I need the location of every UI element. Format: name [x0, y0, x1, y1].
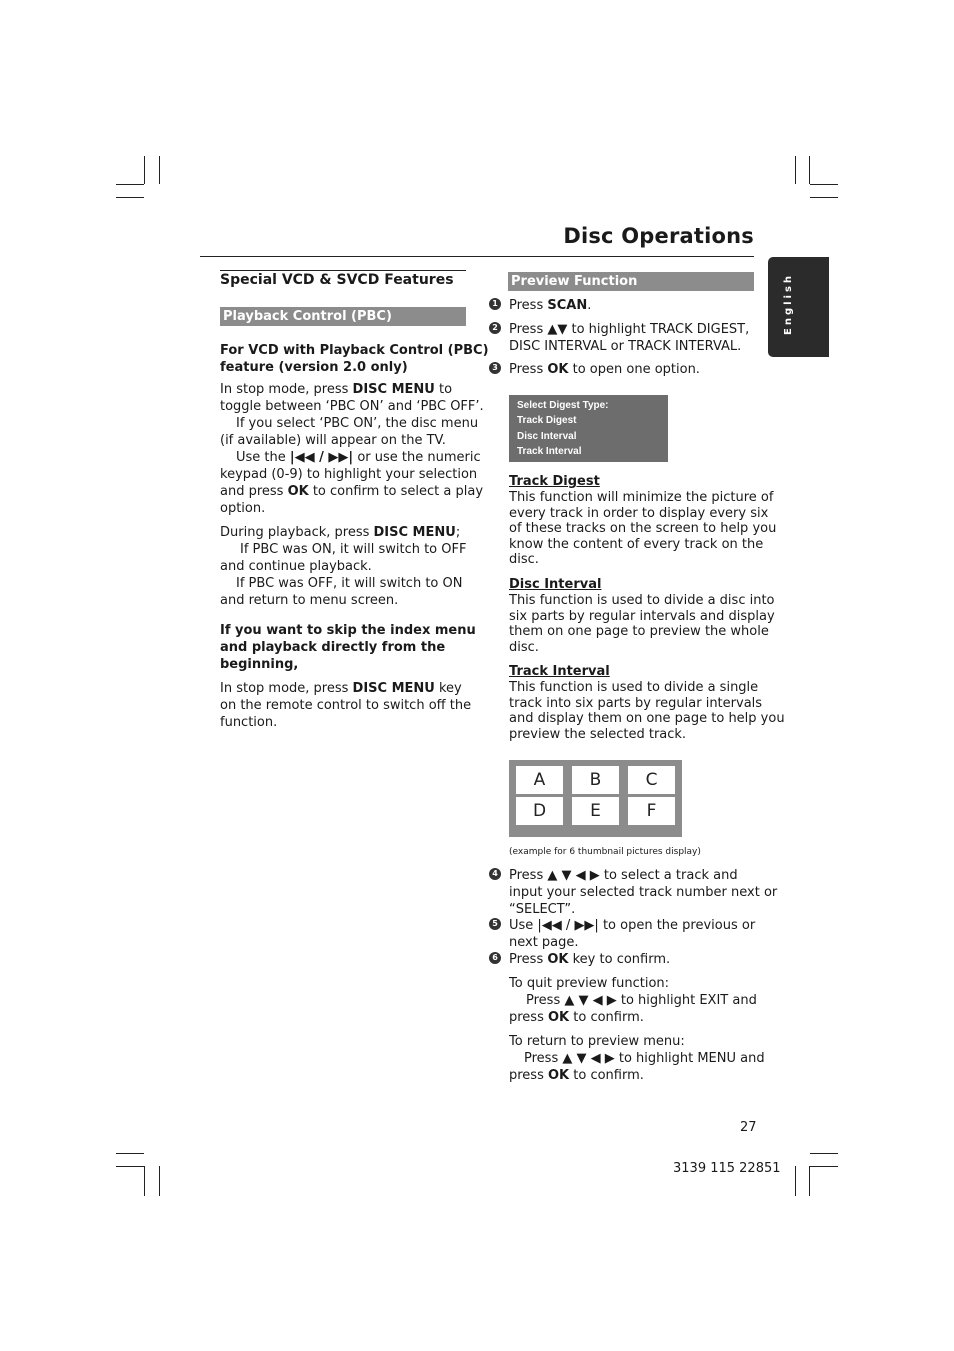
text-line: input your selected track number next or [509, 885, 778, 900]
crop-mark [116, 1166, 144, 1167]
step-1 [509, 297, 591, 314]
text: to open one option. [568, 362, 700, 377]
paragraph-switch-off [220, 680, 471, 731]
thumbnail-cell: B [572, 766, 619, 794]
text: key to confirm. [568, 952, 671, 967]
text-line: Press ▲ ▼ ◀ ▶ to select a track and [509, 868, 738, 883]
paragraph-stop-mode [220, 381, 484, 517]
text: press [509, 1010, 548, 1025]
track-interval-section [509, 663, 785, 742]
key-name: SCAN [547, 298, 588, 313]
text-line: six parts by regular intervals and display [509, 608, 775, 624]
crop-mark [810, 197, 838, 198]
crop-mark [144, 1166, 145, 1196]
text-line: If PBC was OFF, it will switch to ON [236, 576, 463, 591]
subheading-skip-index [220, 622, 476, 673]
text: or use the numeric [353, 450, 481, 465]
skip-icons: |◀◀ / ▶▶| [289, 450, 354, 465]
menu-item-track-digest: Track Digest [517, 415, 577, 426]
crop-mark [144, 156, 145, 184]
text-line [509, 1067, 765, 1084]
subsection-title: Track Digest [509, 474, 600, 489]
subheading-line: If you want to skip the index menu [220, 623, 476, 638]
text-line: of these tracks on the screen to help you [509, 521, 777, 536]
page-title: Disc Operations [563, 224, 754, 248]
thumbnail-cell: D [516, 797, 563, 825]
text: Press [509, 362, 548, 377]
text-line: disc. [509, 639, 539, 655]
text-line: If you select ‘PBC ON’, the disc menu [236, 416, 479, 431]
text-line: Use |◀◀ / ▶▶| to open the previous or [509, 918, 756, 933]
step-number-icon: 6 [489, 952, 501, 964]
subheading-vcd [220, 342, 489, 376]
crop-mark [159, 1166, 160, 1196]
text-line: To return to preview menu: [509, 1034, 685, 1049]
step-number-icon: 3 [489, 362, 501, 374]
key-name: DISC MENU [352, 382, 435, 397]
left-heading: Special VCD & SVCD Features [220, 272, 454, 288]
menu-item-track-interval: Track Interval [517, 446, 582, 457]
text-line: toggle between ‘PBC ON’ and ‘PBC OFF’. [220, 399, 484, 414]
text: to confirm. [569, 1010, 644, 1025]
text-line [220, 449, 484, 466]
document-code: 3139 115 22851 [673, 1161, 781, 1176]
text-line: (if available) will appear on the TV. [220, 433, 446, 448]
key-name: DISC MENU [373, 525, 456, 540]
text: ; [455, 525, 461, 540]
text-line: them on one page to preview the whole [509, 624, 769, 639]
key-name: DISC MENU [352, 681, 435, 696]
subheading-line: For VCD with Playback Control (PBC) [220, 343, 489, 358]
text-line: Press ▲ ▼ ◀ ▶ to highlight MENU and [524, 1051, 765, 1066]
text-line: next page. [509, 935, 579, 950]
key-name: OK [287, 484, 309, 499]
crop-mark [810, 1153, 838, 1154]
thumbnail-grid [509, 760, 682, 837]
track-digest-section [509, 473, 776, 568]
paragraph-during-playback [220, 524, 466, 609]
crop-mark [116, 197, 144, 198]
text-line: on the remote control to switch off the [220, 698, 472, 713]
subheading-line: beginning, [220, 657, 299, 672]
text-line: To quit preview function: [509, 976, 670, 991]
text-line: This function will minimize the picture of [509, 490, 774, 505]
subheading-line: feature (version 2.0 only) [220, 360, 408, 375]
section-bar-preview: Preview Function [508, 272, 754, 291]
key-name: OK [547, 362, 569, 377]
disc-interval-section [509, 576, 775, 655]
language-tab-label: English [783, 272, 794, 335]
text-line: This function is used to divide a disc into [509, 593, 775, 608]
crop-mark [795, 1166, 796, 1196]
digest-type-menu [509, 395, 668, 462]
text-line [220, 680, 471, 697]
thumbnail-cell: C [628, 766, 675, 794]
text: to confirm to select a play [308, 484, 484, 499]
language-tab [768, 257, 829, 357]
text: In stop mode, press [220, 382, 353, 397]
text-line: every track in order to display every six [509, 505, 769, 521]
text-line: “SELECT”. [509, 902, 576, 917]
text-line [220, 483, 484, 500]
text-line: function. [220, 715, 278, 730]
text: During playback, press [220, 525, 374, 540]
key-name: OK [548, 1010, 570, 1025]
text: Use the [236, 450, 290, 465]
text-line: This function is used to divide a single [509, 680, 759, 695]
text-line: Press ▲▼ to highlight TRACK DIGEST, [509, 322, 750, 337]
key-name: OK [548, 1068, 570, 1083]
page-number: 27 [740, 1120, 757, 1135]
text: In stop mode, press [220, 681, 353, 696]
text-line: keypad (0-9) to highlight your selection [220, 467, 478, 482]
step-5 [509, 917, 755, 951]
text: and press [220, 484, 288, 499]
text-line [220, 381, 484, 398]
text-line: track into six parts by regular intervals [509, 695, 763, 711]
text-line [220, 524, 466, 541]
crop-mark [809, 1166, 810, 1196]
crop-mark [116, 1153, 144, 1154]
text: Press [509, 952, 548, 967]
left-heading-rule [220, 270, 466, 271]
section-bar-pbc: Playback Control (PBC) [220, 307, 466, 326]
key-name: OK [547, 952, 569, 967]
text-line [509, 1009, 757, 1026]
text-line: and display them on one page to help you [509, 711, 785, 726]
thumbnail-cell: F [628, 797, 675, 825]
menu-title: Select Digest Type: [517, 400, 609, 411]
step-6 [509, 951, 670, 968]
text: . [587, 298, 592, 313]
crop-mark [810, 184, 838, 185]
grid-caption: (example for 6 thumbnail pictures display) [509, 847, 701, 857]
thumbnail-cell: E [572, 797, 619, 825]
text-line: know the content of every track on the [509, 536, 764, 552]
crop-mark [159, 156, 160, 184]
step-number-icon: 1 [489, 298, 501, 310]
subsection-title: Disc Interval [509, 577, 602, 592]
text-line: disc. [509, 552, 539, 567]
crop-mark [795, 156, 796, 184]
text-line: preview the selected track. [509, 726, 687, 742]
step-4 [509, 867, 777, 918]
text-line: Press ▲ ▼ ◀ ▶ to highlight EXIT and [526, 993, 757, 1008]
text-line: and return to menu screen. [220, 593, 399, 608]
text-line: and continue playback. [220, 559, 372, 574]
step-number-icon: 4 [489, 868, 501, 880]
text-line: option. [220, 501, 266, 516]
step-number-icon: 2 [489, 322, 501, 334]
crop-mark [810, 1166, 838, 1167]
text: to [434, 382, 453, 397]
step-2 [509, 321, 749, 355]
step-3 [509, 361, 700, 378]
text: to confirm. [569, 1068, 644, 1083]
crop-mark [809, 156, 810, 184]
text-line: If PBC was ON, it will switch to OFF [240, 542, 467, 557]
menu-item-disc-interval: Disc Interval [517, 431, 577, 442]
text: Press [509, 298, 548, 313]
text: press [509, 1068, 548, 1083]
text: key [434, 681, 462, 696]
text-line: DISC INTERVAL or TRACK INTERVAL. [509, 339, 742, 354]
title-rule [200, 256, 754, 257]
step-number-icon: 5 [489, 918, 501, 930]
subsection-title: Track Interval [509, 664, 610, 679]
thumbnail-cell: A [516, 766, 563, 794]
return-preview-instructions [509, 1033, 765, 1084]
subheading-line: and playback directly from the [220, 640, 446, 655]
crop-mark [116, 184, 144, 185]
quit-preview-instructions [509, 975, 757, 1026]
